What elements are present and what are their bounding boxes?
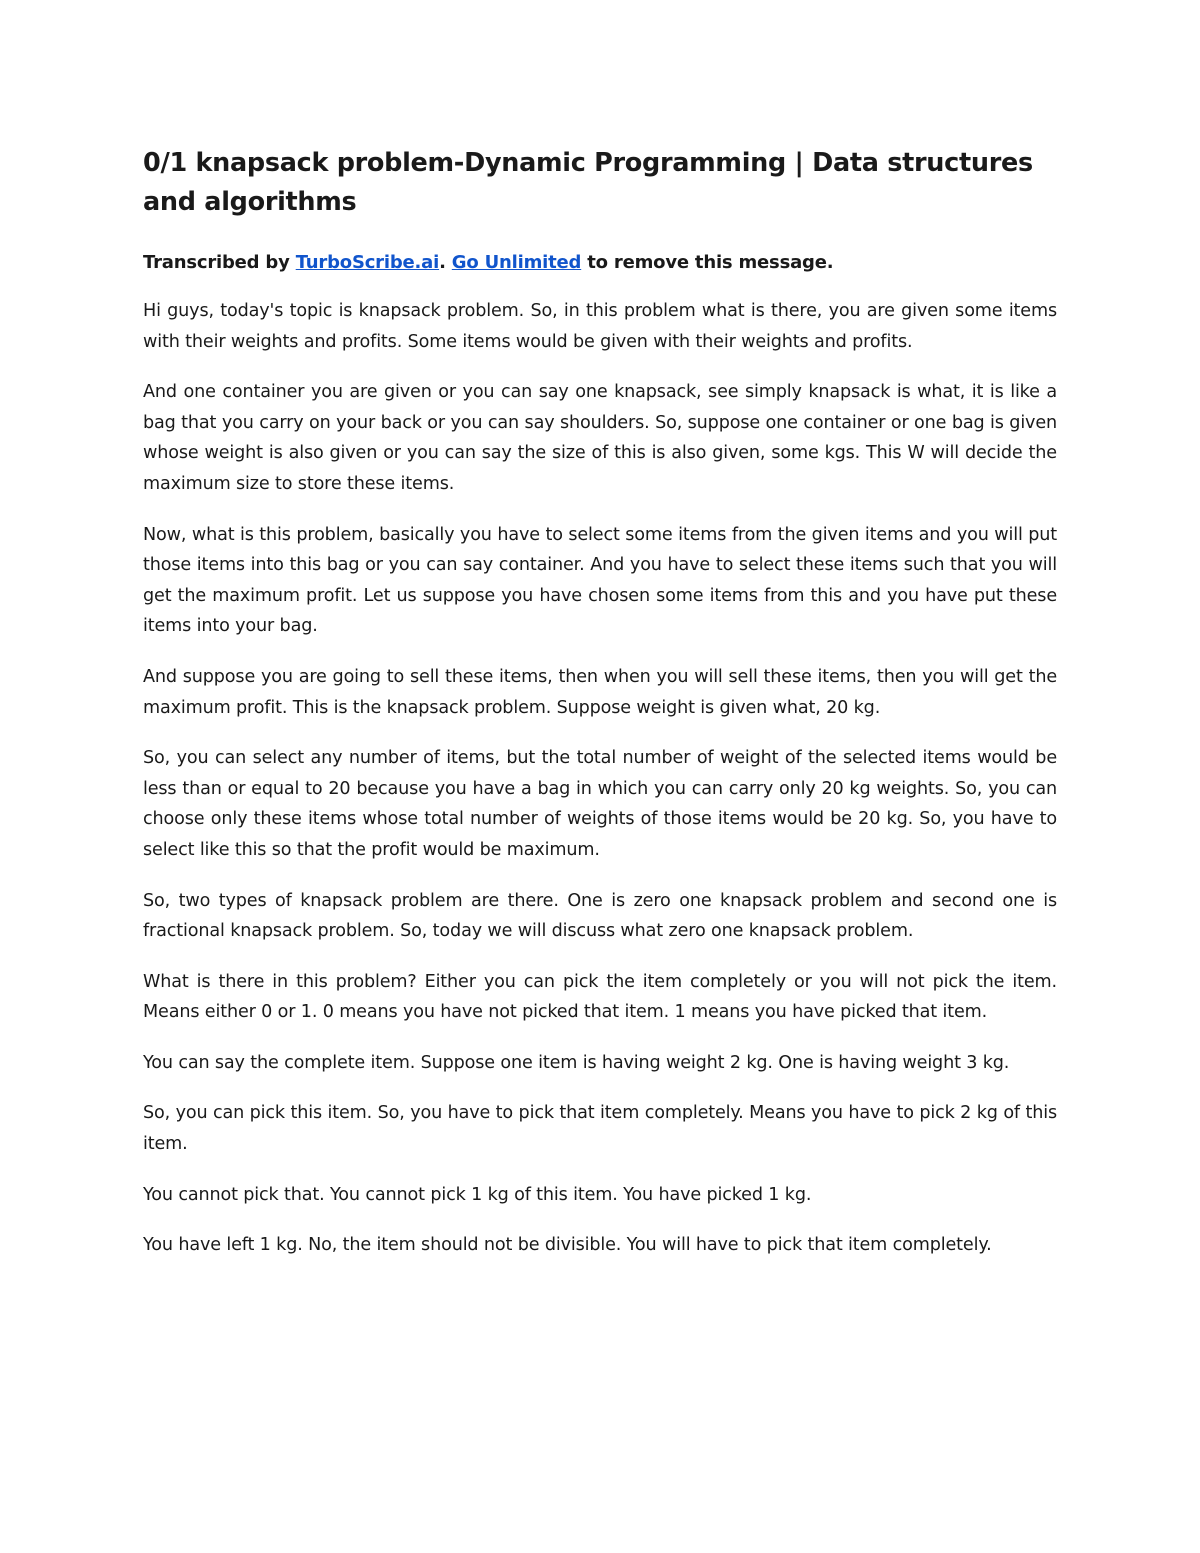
paragraph: You cannot pick that. You cannot pick 1 kg of this item. You have picked 1 kg.	[143, 1184, 812, 1205]
notice-separator: .	[439, 252, 452, 273]
go-unlimited-link[interactable]: Go Unlimited	[451, 252, 582, 273]
paragraph: Hi guys, today's topic is knapsack problem. So, in this problem what is there, you are given some items with their weights and profits. Some items would be given with their weights and profits.	[143, 301, 1057, 352]
notice-prefix: Transcribed by	[143, 252, 296, 273]
document-page	[143, 144, 1057, 1281]
paragraph: So, two types of knapsack problem are there. One is zero one knapsack problem and second one is fractional knapsack problem. So, today we will discuss what zero one knapsack problem.	[143, 890, 1057, 942]
paragraph: And one container you are given or you can say one knapsack, see simply knapsack is what, it is like a bag that you carry on your back or you can say shoulders. So, suppose one container or one bag is given whose weight is also given or you can say the size of this is also given, some kgs. This W will decide the maximum size to store these items.	[143, 382, 1057, 494]
paragraph: What is there in this problem? Either you can pick the item completely or you will not pick the item. Means either 0 or 1. 0 means you have not picked that item. 1 means you have picked that item.	[143, 971, 1057, 1023]
paragraph: So, you can pick this item. So, you have to pick that item completely. Means you have to pick 2 kg of this item.	[143, 1103, 1057, 1155]
paragraph: And suppose you are going to sell these items, then when you will sell these items, then you will get the maximum profit. This is the knapsack problem. Suppose weight is given what, 20 kg.	[143, 666, 1057, 718]
turboscribe-link[interactable]: TurboScribe.ai	[295, 252, 440, 273]
paragraph: You can say the complete item. Suppose one item is having weight 2 kg. One is having weight 3 kg.	[143, 1052, 1010, 1073]
paragraph: You have left 1 kg. No, the item should not be divisible. You will have to pick that item completely.	[143, 1235, 992, 1256]
transcription-notice	[143, 250, 1057, 276]
paragraph: So, you can select any number of items, but the total number of weight of the selected items would be less than or equal to 20 because you have a bag in which you can carry only 20 kg weights. So, you can choose only these items whose total number of weights of those items would be 20 kg. So, you have to select like this so that the profit would be maximum.	[143, 748, 1057, 860]
paragraph: Now, what is this problem, basically you have to select some items from the given items and you will put those items into this bag or you can say container. And you have to select these items such that you will get the maximum profit. Let us suppose you have chosen some items from this and you have put these items into your bag.	[143, 524, 1057, 637]
notice-suffix: to remove this message.	[581, 252, 834, 273]
page-title: 0/1 knapsack problem-Dynamic Programming | Data structures and algorithms	[143, 148, 1033, 217]
